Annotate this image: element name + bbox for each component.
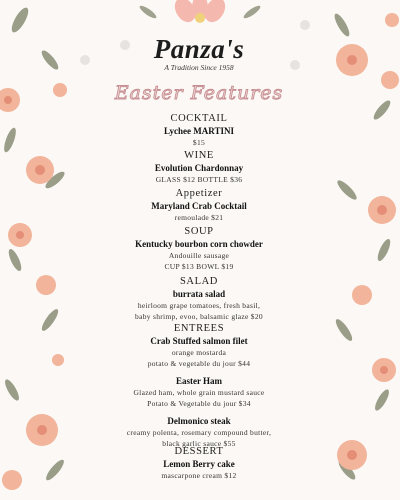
menu-item-name: Crab Stuffed salmon filet [150, 336, 248, 346]
section-entrees [72, 322, 326, 449]
menu-item-desc: creamy polenta, rosemary compound butter, [126, 428, 272, 437]
menu-item-price: CUP $13 BOWL $19 [164, 262, 234, 271]
menu-item-desc: Glazed ham, whole grain mustard sauce [133, 388, 265, 397]
menu-card [72, 0, 326, 500]
menu-item-price: $15 [192, 138, 206, 147]
menu-item-name: Evolution Chardonnay [154, 163, 244, 173]
section-wine [72, 149, 326, 185]
menu-item-name: Lychee MARTINI [164, 126, 234, 136]
menu-item-desc: black garlic sauce $55 [162, 439, 236, 448]
menu-item-desc: baby shrimp, evoo, balsamic glaze $20 [135, 312, 263, 321]
logo [72, 34, 326, 72]
menu-item-desc: potato & vegetable du jour $44 [147, 359, 251, 368]
section-category: ENTREES [173, 323, 225, 334]
section-category: WINE [184, 150, 214, 161]
menu-item-desc: heirloom grape tomatoes, fresh basil, [137, 301, 261, 310]
floral-border-left [0, 0, 70, 500]
menu-item-desc: Potato & Vegetable du jour $34 [147, 399, 251, 408]
floral-border-right [322, 0, 400, 500]
section-category: DESSERT [174, 446, 224, 457]
menu-item-name: Lemon Berry cake [163, 459, 235, 469]
menu-item-name: Maryland Crab Cocktail [151, 201, 247, 211]
section-category: COCKTAIL [170, 113, 228, 124]
menu-item-name: Delmonico steak [167, 416, 231, 426]
logo-tagline: A Tradition Since 1958 [164, 63, 234, 72]
menu-item-desc: Andouille sausage [168, 251, 230, 260]
section-dessert [72, 445, 326, 481]
menu-item-desc: orange mostarda [171, 348, 227, 357]
menu-title: Easter Features [114, 82, 284, 104]
section-salad [72, 275, 326, 322]
section-category: Appetizer [175, 188, 223, 199]
section-category: SALAD [179, 276, 218, 287]
section-cocktail [72, 112, 326, 148]
section-category: SOUP [184, 226, 214, 237]
section-soup [72, 225, 326, 272]
menu-item-desc: mascarpone cream $12 [161, 471, 237, 480]
menu-item-name: Easter Ham [175, 376, 223, 386]
logo-name: Panza's [153, 34, 245, 64]
menu-item-name: burrata salad [172, 289, 226, 299]
menu-item-desc: remoulade $21 [174, 213, 224, 222]
menu-item-name: Kentucky bourbon corn chowder [135, 239, 263, 249]
menu-item-price: GLASS $12 BOTTLE $36 [155, 175, 243, 184]
section-appetizer [72, 187, 326, 223]
